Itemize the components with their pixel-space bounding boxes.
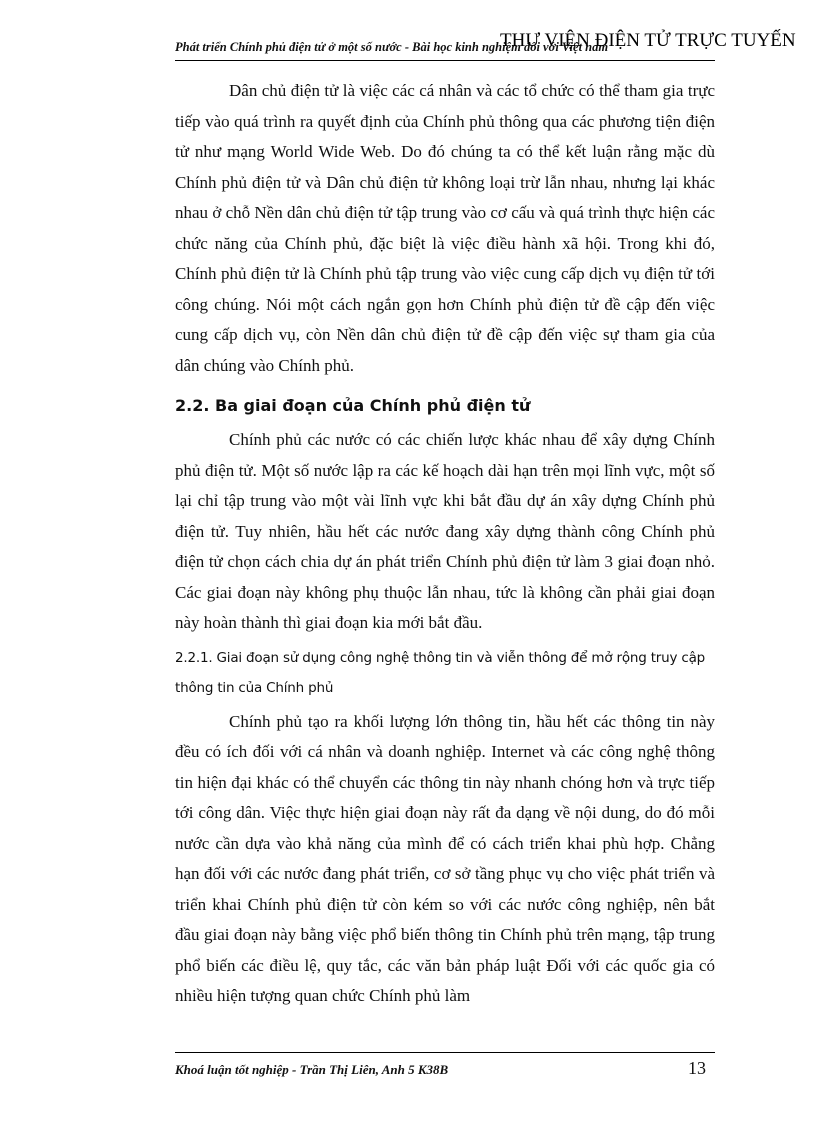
footer-rule [175, 1052, 715, 1053]
header-title: Phát triển Chính phủ điện tử ở một số nước - Bài học kinh nghiệm đối với Việt nam [175, 40, 609, 54]
paragraph-3: Chính phủ tạo ra khối lượng lớn thông tin, hầu hết các thông tin này đều có ích đối với cá nhân và doanh nghiệp. Internet và các công nghệ thông tin hiện đại khác có thể chuyển các thông tin này nhanh chóng hơn và trực tiếp tới công dân. Việc thực hiện giai đoạn này rất đa dạng về nội dung, do đó mỗi nước cần dựa vào khả năng của mình để có cách triển khai phù hợp. Chẳng hạn đối với các nước đang phát triển, cơ sở tầng phục vụ cho việc phát triển và triển khai Chính phủ điện tử còn kém so với các nước công nghiệp, nên bắt đầu giai đoạn này bằng việc phổ biến thông tin Chính phủ trên mạng, tập trung phổ biến các điều lệ, quy tắc, các văn bản pháp luật Đối với các quốc gia có nhiều hiện tượng quan chức Chính phủ làm [175, 711, 715, 1005]
paragraph-1: Dân chủ điện tử là việc các cá nhân và các tổ chức có thể tham gia trực tiếp vào quá trình ra quyết định của Chính phủ thông qua các phương tiện điện tử như mạng World Wide Web. Do đó chúng ta có thể kết luận rằng mặc dù Chính phủ điện tử và Dân chủ điện tử không loại trừ lẫn nhau, nhưng lại khác nhau ở chỗ Nền dân chủ điện tử tập trung vào cơ cấu và quá trình thực hiện các chức năng của Chính phủ, đặc biệt là việc điều hành xã hội. Trong khi đó, Chính phủ điện tử là Chính phủ tập trung vào việc cung cấp dịch vụ điện tử tới công chúng. Nói một cách ngắn gọn hơn Chính phủ điện tử đề cập đến việc cung cấp dịch vụ, còn Nền dân chủ điện tử đề cập đến việc sự tham gia của dân chúng vào Chính phủ. [175, 81, 715, 375]
section-heading: 2.2. Ba giai đoạn của Chính phủ điện tử [175, 396, 531, 415]
watermark: THƯ VIỆN ĐIỆN TỬ TRỰC TUYẾN [500, 30, 796, 51]
page-number: 13 [688, 1058, 706, 1078]
footer-text: Khoá luận tốt nghiệp - Trần Thị Liên, Anh 5 K38B [175, 1062, 449, 1077]
paragraph-2: Chính phủ các nước có các chiến lược khác nhau để xây dựng Chính phủ điện tử. Một số nước lập ra các kế hoạch dài hạn trên mọi lĩnh vực, một số lại chỉ tập trung vào một vài lĩnh vực khi bắt đầu dự án xây dựng Chính phủ điện tử. Tuy nhiên, hầu hết các nước đang xây dựng thành công Chính phủ điện tử chọn cách chia dự án phát triển Chính phủ điện tử làm 3 giai đoạn nhỏ. Các giai đoạn này không phụ thuộc lẫn nhau, tức là không cần phải giai đoạn này hoàn thành thì giai đoạn kia mới bắt đầu. [175, 430, 715, 632]
subsection-heading: 2.2.1. Giai đoạn sử dụng công nghệ thông tin và viễn thông để mở rộng truy cập thông tin của Chính phủ [175, 649, 706, 696]
main-content [175, 76, 715, 1012]
header-rule [175, 60, 715, 61]
